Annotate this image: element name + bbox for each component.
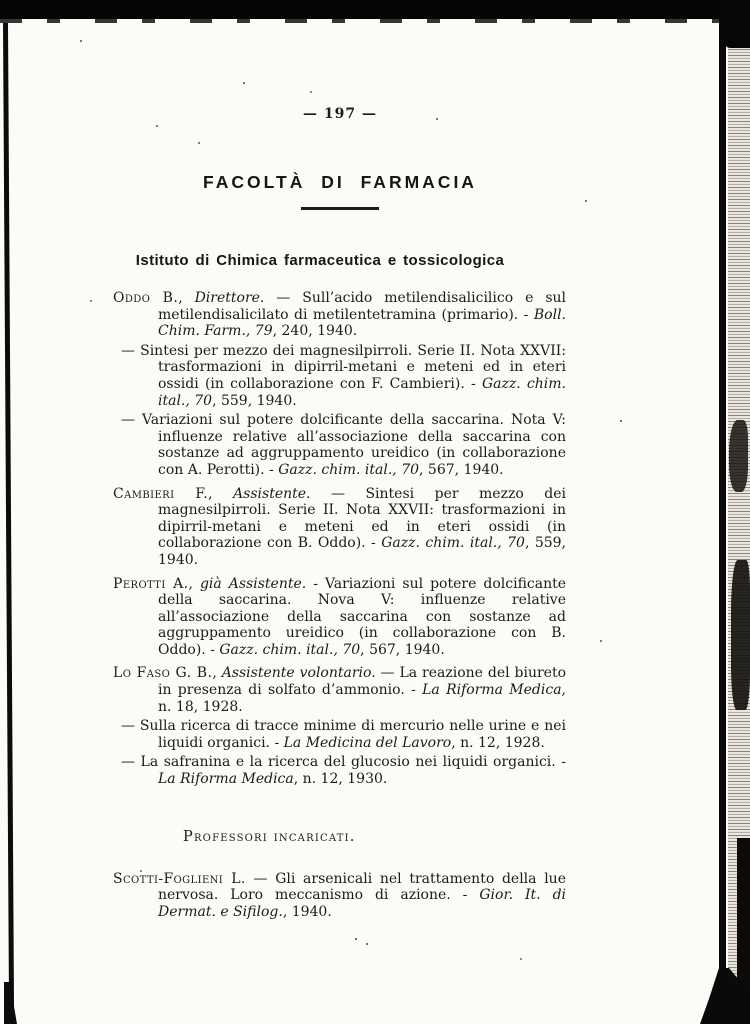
entry-segment-normal: - Variazioni sul potere dolcificante della saccarina. Nova V: influenze relative all’associazione della saccarina con sostanze ad aggruppamento ureidico (in collaborazione con B. Oddo). - [158,575,567,658]
bibliography-entry [113,412,566,478]
entry-segment-normal: , 567, 1940. [360,641,445,658]
bibliography-entry [113,343,566,409]
entry-segment-normal: , 567, 1940. [419,461,504,478]
faculty-title: FACOLTÀ DI FARMACIA [203,172,477,192]
entry-segment-italic: già Assistente. [199,575,307,592]
entry-segment-normal: — La reazione del biureto in presenza di solfato d’ammonio. - [158,665,567,699]
entry-segment-italic: Gazz. chim. ital., 70 [158,375,566,409]
entry-segment-normal: — La safranina e la ricerca del glucosio nei liquidi organici. - [121,754,566,771]
entry-segment-normal: , n. 12, 1928. [451,734,545,751]
entry-segment-normal: , 559, 1940. [212,392,297,409]
entry-segment-normal: , 1940. [282,903,332,920]
entry-segment-normal: , [212,665,222,682]
bibliography-entry [113,290,566,340]
bibliography-entry [113,871,566,921]
title-underline-rule [301,207,379,210]
bibliography-entry [113,718,566,751]
entry-segment-normal: , n. 18, 1928. [158,682,566,715]
scan-blot-top-right [720,0,750,48]
section-heading-professori-incaricati: Professori incaricati. [183,828,356,845]
entry-segment-normal: — Sulla ricerca di tracce minime di mercurio nelle urine e nei liquidi organici. - [121,718,566,751]
entry-segment-smallcaps: Perotti A. [113,575,189,592]
entry-segment-normal: , n. 12, 1930. [293,771,388,788]
entry-segment-normal: — Gli arsenicali nel trattamento della lue nervosa. Loro meccanismo di azione. - [158,870,566,904]
bibliography-entry [113,754,566,787]
entry-segment-italic: Direttore. [194,290,265,306]
entry-segment-italic: Boll. Chim. Farm., 79 [158,306,566,340]
entry-segment-smallcaps: Scotti-Foglieni L. [113,870,246,887]
entry-segment-italic: Assistente. [233,485,311,502]
entry-segment-normal: , [208,485,234,502]
scan-blot-right-upper [729,420,748,492]
bibliography-entry [113,486,566,569]
entry-segment-normal: , 559, 1940. [158,535,566,568]
entry-segment-italic: La Medicina del Lavoro [283,734,452,751]
page-left-edge-foot [4,982,17,1024]
entry-segment-italic: Gazz. chim. ital., 70 [381,535,525,552]
scan-blot-right-lower [731,560,750,710]
scan-noise-specks [80,40,82,42]
entry-segment-normal: , [188,575,200,592]
entry-segment-italic: La Riforma Medica [158,771,294,788]
bibliography-entry [113,665,566,715]
entry-segment-normal: , 240, 1940. [272,323,358,340]
entry-segment-normal: , [178,290,195,306]
entry-segment-italic: Gior. It. di Dermat. e Sifilog. [158,887,567,920]
entry-segment-italic: Assistente volontario. [221,665,376,682]
bibliography [113,290,566,923]
entry-segment-normal: — Sintesi per mezzo dei magnesilpirroli. Serie II. Nota XXVII: trasformazioni in dipirril-metani e meteni ed in eteri ossidi (in collaborazione con F. Cambieri). - [121,342,566,392]
entry-segment-italic: Gazz. chim. ital., 70 [219,641,361,658]
entry-segment-normal: — Sintesi per mezzo dei magnesilpirroli. Serie II. Nota XXVII: trasformazioni in dipirril-metani e meteni ed in eteri ossidi (in collaborazione con B. Oddo). - [158,485,566,552]
scan-top-edge [0,0,750,19]
entry-segment-italic: Gazz. chim. ital., 70 [278,461,420,478]
entry-segment-normal: — Sull’acido metilendisalicilico e sul metilendisalicilato di metilentetramina (primario). - [158,290,566,323]
entry-segment-normal: — Variazioni sul potere dolcificante della saccarina. Nota V: influenze relative all’associazione della saccarina con sostanze ad aggruppamento ureidico (in collaborazione con A. Perotti). - [121,412,566,478]
bibliography-incaricati-list [113,871,566,921]
entry-segment-smallcaps: Oddo B. [113,290,179,306]
entry-segment-italic: La Riforma Medica [422,682,562,699]
entry-segment-smallcaps: Cambieri F. [113,485,209,502]
bibliography-entry [113,576,566,659]
bibliography-institute-list [113,290,566,788]
institute-heading: Istituto di Chimica farmaceutica e tossicologica [135,252,505,269]
page-number: — 197 — [303,106,377,122]
entry-segment-smallcaps: Lo Faso G. B. [113,665,213,682]
page-right-edge [719,13,726,1024]
